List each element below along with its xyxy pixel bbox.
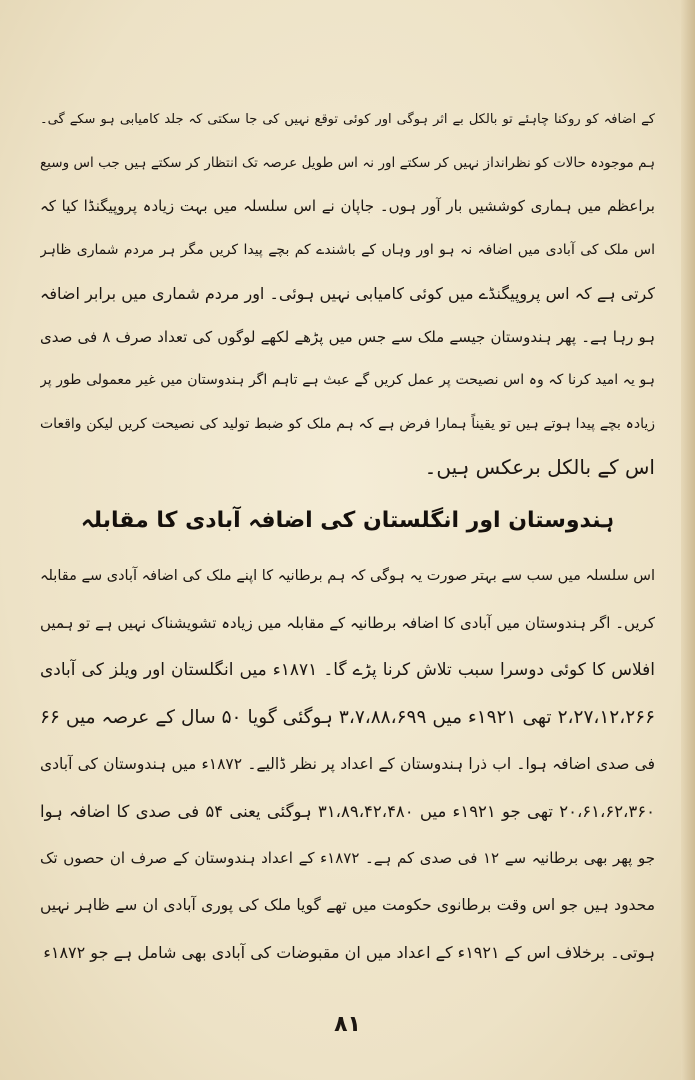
text-line: براعظم میں ہماری کوششیں بار آور ہوں۔ جاپان نے اس سلسلہ میں بہت زیادہ پروپیگنڈا کیا کہ <box>40 197 655 215</box>
text-line: ہوتی۔ برخلاف اس کے ۱۹۲۱ء کے اعداد میں ان مقبوضات کی آبادی بھی شامل ہے جو ۱۸۷۲ء <box>43 943 655 962</box>
text-line: کرتی ہے کہ اس پروپیگنڈے میں کوئی کامیابی نہیں ہوئی۔ اور مردم شماری میں برابر اضافہ <box>40 284 655 303</box>
text-line: اس کے بالکل برعکس ہیں۔ <box>424 455 655 479</box>
text-line: کے اضافہ کو روکنا چاہئے تو بالکل بے اثر ہوگی اور کوئی توقع نہیں کی جا سکتی کہ جلد کامیابی ہو سکے گی۔ <box>40 112 655 127</box>
text-line: ۲،۲۷،۱۲،۲۶۶ تھی ۱۹۲۱ء میں ۳،۷،۸۸،۶۹۹ ہوگئی گویا ۵۰ سال کے عرصہ میں ۶۶ <box>40 707 655 728</box>
paragraph-2 <box>40 553 655 976</box>
text-line: کریں۔ اگر ہندوستان میں آبادی کا اضافہ برطانیہ کے مقابلہ میں زیادہ تشویشناک نہیں ہے تو ہمیں <box>40 614 655 632</box>
text-line: ۲۰،۶۱،۶۲،۳۶۰ تھی جو ۱۹۲۱ء میں ۳۱،۸۹،۴۲،۴۸۰ ہوگئی یعنی ۵۴ فی صدی کا اضافہ ہوا <box>40 802 655 821</box>
text-line: ہو یہ امید کرنا کہ وہ اس نصیحت پر عمل کریں گے عبث ہے تاہم اگر ہندوستان میں غیر معمولی طور پر <box>40 372 655 388</box>
text-line: ہو رہا ہے۔ پھر ہندوستان جیسے ملک سے جس میں پڑھے لکھے لوگوں کی تعداد صرف ۸ فی صدی <box>40 327 655 346</box>
text-line: اس سلسلہ میں سب سے بہتر صورت یہ ہوگی کہ ہم برطانیہ کا اپنے ملک کی اضافہ آبادی سے مقابلہ <box>40 568 655 584</box>
text-line: فی صدی اضافہ ہوا۔ اب ذرا ہندوستان کے اعداد پر نظر ڈالیے۔ ۱۸۷۲ء میں ہندوستان کی آبادی <box>40 755 655 773</box>
page-number: ۸۱ <box>334 1012 361 1037</box>
text-line: اس ملک کی آبادی میں اضافہ نہ ہو اور وہاں کے باشندے کم بچے پیدا کریں مگر ہر مردم شماری ظاہر <box>40 241 655 258</box>
text-line: جو پھر بھی برطانیہ سے ۱۲ فی صدی کم ہے۔ ۱۸۷۲ء کے اعداد ہندوستان کے صرف ان حصوں تک <box>40 849 655 867</box>
text-line: افلاس کا کوئی دوسرا سبب تلاش کرنا پڑے گا۔ ۱۸۷۱ء میں انگلستان اور ویلز کی آبادی <box>40 660 655 680</box>
section-heading: ہندوستان اور انگلستان کی اضافہ آبادی کا مقابلہ <box>80 508 615 533</box>
text-line: زیادہ بچے پیدا ہوتے ہیں تو یقیناً ہمارا فرض ہے کہ ہم ملک کو ضبط تولید کی نصیحت کریں لیکن واقعات <box>40 415 655 432</box>
paragraph-1 <box>40 98 655 490</box>
page-spine-edge <box>681 0 695 1080</box>
text-line: محدود ہیں جو اس وقت برطانوی حکومت میں تھے گویا ملک کی پوری آبادی ان سے ظاہر نہیں <box>40 896 655 914</box>
text-line: ہم موجودہ حالات کو نظرانداز نہیں کر سکتے اور نہ اس طویل عرصہ تک انتظار کر سکتے ہیں جب اس وسیع <box>40 154 655 171</box>
